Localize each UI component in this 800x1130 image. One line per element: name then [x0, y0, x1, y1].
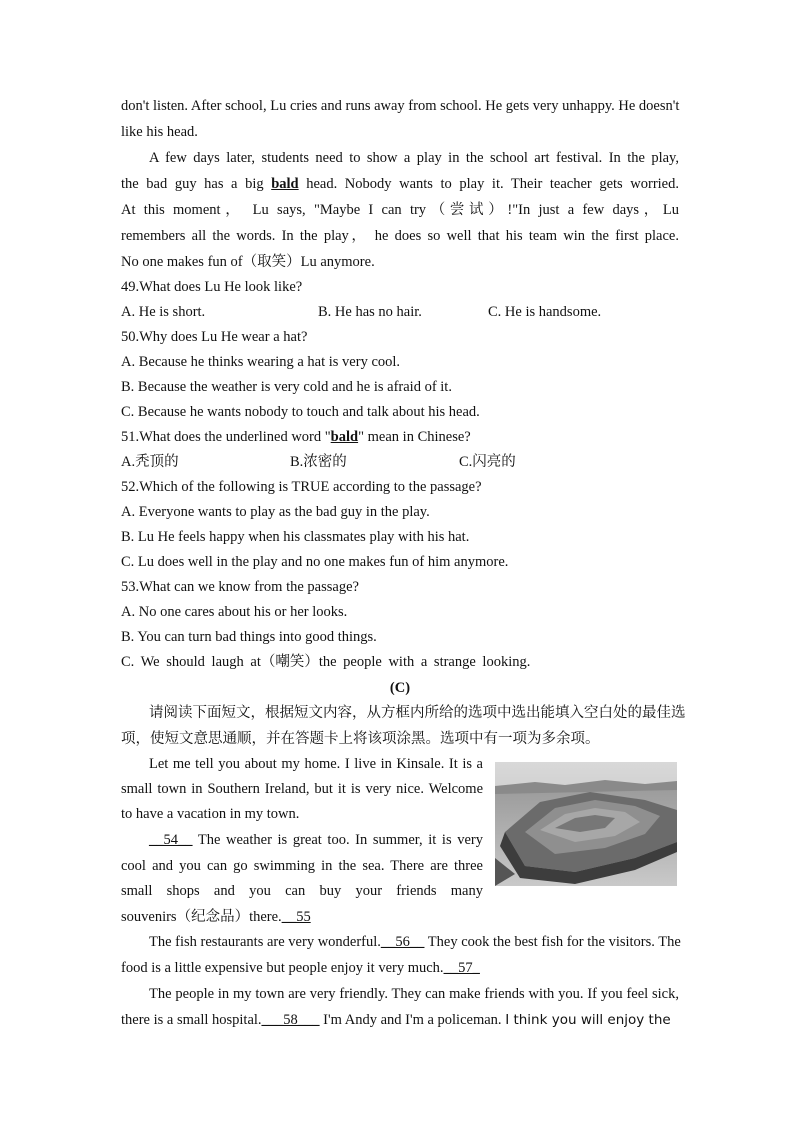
question-51-option-a[interactable]: A.秃顶的	[121, 454, 179, 470]
question-53-stem: 53.What can we know from the passage?	[121, 579, 359, 595]
passage-c-line	[121, 907, 483, 927]
text-segment: food is a little expensive but people enjoy it very much.	[121, 960, 444, 976]
underlined-word-bald: bald	[330, 429, 359, 445]
passage-c-line	[121, 958, 679, 978]
passage-b-line: remembers all the words. In the play， he does so well that his team win the first place.	[121, 228, 679, 244]
passage-c-line: small town in Southern Ireland, but it is very nice. Welcome	[121, 781, 483, 797]
passage-c-line: to have a vacation in my town.	[121, 806, 300, 822]
text-segment: souvenirs（纪念品）there.	[121, 909, 282, 925]
text-segment: The fish restaurants are very wonderful.	[149, 934, 381, 950]
passage-b-line	[121, 174, 679, 194]
question-50-option-b[interactable]: B. Because the weather is very cold and he is afraid of it.	[121, 379, 452, 395]
question-49-option-b[interactable]: B. He has no hair.	[318, 304, 422, 320]
passage-c-line: Let me tell you about my home. I live in Kinsale. It is a	[149, 756, 483, 772]
question-52-option-a[interactable]: A. Everyone wants to play as the bad guy in the play.	[121, 504, 430, 520]
blank-55[interactable]: __55	[281, 909, 311, 925]
blank-54[interactable]: __54__	[149, 832, 193, 848]
kinsale-fort-photo	[495, 762, 677, 886]
text-segment: I'm Andy and I'm a policeman.	[319, 1012, 506, 1028]
question-53-option-c[interactable]: C. We should laugh at（嘲笑）the people with a strange looking.	[121, 654, 531, 670]
question-50-option-a[interactable]: A. Because he thinks wearing a hat is very cool.	[121, 354, 401, 370]
question-51-option-c[interactable]: C.闪亮的	[459, 454, 516, 470]
blank-56[interactable]: __56__	[380, 934, 425, 950]
text-segment: The weather is great too. In summer, it is very	[192, 832, 483, 848]
question-51-option-b[interactable]: B.浓密的	[290, 454, 347, 470]
passage-c-line: The people in my town are very friendly. They can make friends with you. If you feel sick,	[149, 986, 679, 1002]
text-segment: 51.What does the underlined word "	[121, 429, 331, 445]
section-c-heading: (C)	[389, 680, 411, 696]
text-segment: the bad guy has a big	[121, 176, 272, 192]
underlined-word-bald: bald	[271, 176, 299, 192]
section-c-instructions: 请阅读下面短文，根据短文内容，从方框内所给的选项中选出能填入空白处的最佳选	[149, 705, 686, 721]
text-segment: I think you will enjoy the	[505, 1012, 671, 1028]
blank-57[interactable]: __57_	[443, 960, 480, 976]
passage-c-line: cool and you can go swimming in the sea. There are three	[121, 858, 483, 874]
question-52-option-b[interactable]: B. Lu He feels happy when his classmates play with his hat.	[121, 529, 470, 545]
text-segment: " mean in Chinese?	[358, 429, 471, 445]
question-53-option-a[interactable]: A. No one cares about his or her looks.	[121, 604, 348, 620]
passage-c-line	[149, 932, 679, 952]
passage-c-line	[121, 1010, 679, 1030]
question-50-stem: 50.Why does Lu He wear a hat?	[121, 329, 308, 345]
passage-b-line: A few days later, students need to show a play in the school art festival. In the play,	[149, 150, 679, 166]
passage-b-line: like his head.	[121, 124, 198, 140]
text-segment: there is a small hospital.	[121, 1012, 262, 1028]
question-49-option-c[interactable]: C. He is handsome.	[488, 304, 602, 320]
passage-c-line	[149, 830, 483, 850]
blank-58[interactable]: ___58___	[261, 1012, 320, 1028]
passage-b-line: No one makes fun of（取笑）Lu anymore.	[121, 254, 375, 270]
question-51-stem	[121, 427, 679, 447]
text-segment: head. Nobody wants to play it. Their teacher gets worried.	[298, 176, 679, 192]
question-50-option-c[interactable]: C. Because he wants nobody to touch and talk about his head.	[121, 404, 480, 420]
passage-b-line: At this moment， Lu says, "Maybe I can try（尝试）!"In just a few days，Lu	[121, 202, 679, 218]
question-52-stem: 52.Which of the following is TRUE according to the passage?	[121, 479, 482, 495]
text-segment: They cook the best fish for the visitors. The	[424, 934, 681, 950]
question-52-option-c[interactable]: C. Lu does well in the play and no one makes fun of him anymore.	[121, 554, 509, 570]
passage-b-line: don't listen. After school, Lu cries and runs away from school. He gets very unhappy. He doesn't	[121, 98, 680, 114]
question-53-option-b[interactable]: B. You can turn bad things into good things.	[121, 629, 377, 645]
question-49-stem: 49.What does Lu He look like?	[121, 279, 303, 295]
section-c-instructions: 项，使短文意思通顺，并在答题卡上将该项涂黑。选项中有一项为多余项。	[121, 731, 600, 747]
question-49-option-a[interactable]: A. He is short.	[121, 304, 206, 320]
passage-c-line: small shops and you can buy your friends many	[121, 883, 483, 899]
